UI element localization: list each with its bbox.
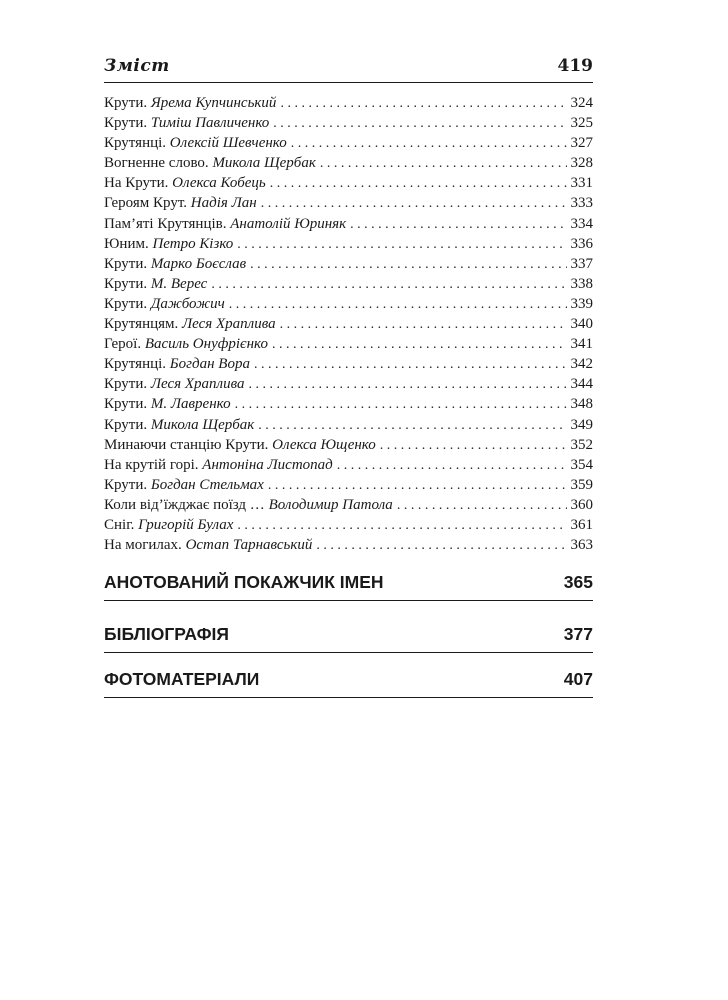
section-title: БІБЛІОГРАФІЯ (104, 624, 229, 644)
dot-leader (397, 498, 567, 514)
toc-entry-title: Крути. (104, 95, 148, 111)
toc-entry-author: Олекса Кобець (172, 175, 266, 192)
toc-entry (104, 216, 593, 236)
dot-leader (380, 438, 567, 454)
toc-entry-title: Юним. (104, 235, 149, 252)
toc-entry-title: Коли від’їжджає поїзд … (104, 496, 265, 513)
section-entry-bibliography (104, 624, 593, 653)
toc-entry-author: Дажбожич (150, 295, 225, 312)
toc-entry-title: Крути. (104, 115, 148, 132)
dot-leader (337, 458, 567, 474)
toc-entry-page: 331 (570, 175, 593, 192)
toc-entry-page: 359 (570, 476, 593, 493)
running-head (104, 56, 593, 83)
dot-leader (291, 136, 567, 152)
toc-entry-page: 339 (570, 295, 593, 312)
section-title: ФОТОМАТЕРІАЛИ (104, 669, 260, 689)
dot-leader (261, 196, 567, 212)
section-page: 407 (563, 669, 593, 689)
toc-entry (104, 537, 593, 557)
toc-entry-author: Леся Храплива (182, 316, 276, 333)
dot-leader (235, 397, 567, 413)
toc-entry-title: Крути. (104, 416, 148, 433)
toc-entry-page: 354 (570, 456, 593, 473)
section-entry-photo-materials (104, 669, 593, 698)
toc-entry-author: Анатолій Юриняк (230, 215, 347, 232)
toc-entry-author: Богдан Стельмах (150, 476, 264, 493)
toc-entry-page: 349 (570, 416, 593, 433)
toc-entry-title: Крути. (104, 376, 148, 393)
section-entry-name-index (104, 572, 593, 601)
toc-entry-page: 340 (570, 316, 593, 333)
toc-entry-author: Богдан Вора (169, 356, 250, 373)
toc-entry-author: Антоніна Листопад (202, 456, 333, 473)
toc-entry (104, 457, 593, 477)
toc-entry (104, 477, 593, 497)
toc-entry-page: 334 (570, 215, 593, 232)
toc-entry-author: Леся Храплива (150, 376, 245, 393)
toc-entry-page: 328 (570, 155, 593, 172)
toc-entry-title: Крути. (104, 255, 148, 272)
toc-entry (104, 155, 593, 175)
toc-entry-page: 342 (570, 356, 593, 373)
toc-entry (104, 135, 593, 155)
toc-entry-page: 348 (570, 396, 593, 413)
toc-entry-title: Герої. (104, 336, 142, 353)
toc-entry-title: Крутянцям. (104, 316, 179, 333)
toc-entry-author: М. Лавренко (150, 396, 231, 413)
toc-entry-title: Крути. (104, 275, 148, 292)
toc-entry-title: Героям Крут. (104, 195, 188, 212)
dot-leader (229, 297, 567, 313)
dot-leader (350, 217, 566, 233)
running-head-title: Зміст (104, 56, 170, 76)
toc-entry-author: Микола Щербак (212, 155, 316, 172)
toc-entry-page: 361 (570, 516, 593, 533)
dot-leader (280, 96, 566, 112)
toc-entry (104, 437, 593, 457)
dot-leader (250, 257, 566, 273)
dot-leader (316, 538, 566, 554)
toc-entry-title: Крутянці. (104, 356, 167, 373)
toc-entry-title: На крутій горі. (104, 456, 199, 473)
dot-leader (272, 337, 567, 353)
toc-entry (104, 256, 593, 276)
section-page: 377 (563, 624, 593, 644)
toc-entry-author: Марко Боєслав (150, 255, 247, 272)
toc-entry (104, 376, 593, 396)
toc-entry (104, 276, 593, 296)
toc-entry-author: Микола Щербак (150, 416, 255, 433)
dot-leader (211, 277, 566, 293)
toc-entry-page: 333 (570, 195, 593, 212)
toc-entry (104, 236, 593, 256)
toc-entry-page: 352 (570, 436, 593, 453)
toc-entry (104, 356, 593, 376)
toc-entry (104, 336, 593, 356)
toc-entry-author: Григорій Булах (138, 516, 234, 533)
dot-leader (249, 377, 567, 393)
toc-entry-page: 324 (570, 95, 593, 111)
dot-leader (237, 237, 566, 253)
toc-entry-page: 363 (570, 537, 593, 554)
toc-entry-title: На могилах. (104, 537, 182, 554)
toc-entry-title: На Крути. (104, 175, 169, 192)
toc-entry-page: 337 (570, 255, 593, 272)
toc-entry-author: Василь Онуфрієнко (144, 336, 268, 353)
toc-entry-page: 325 (570, 115, 593, 132)
dot-leader (320, 156, 567, 172)
toc-entry-page: 338 (570, 275, 593, 292)
toc-entry-title: Крути. (104, 396, 148, 413)
toc-entry-title: Вогненне слово. (104, 155, 209, 172)
toc-entry-author: Ярема Купчинський (150, 95, 277, 111)
toc-page (104, 56, 593, 557)
toc-list (104, 95, 593, 557)
toc-entry-author: Петро Кізко (152, 235, 234, 252)
dot-leader (254, 357, 567, 373)
toc-entry-page: 336 (570, 235, 593, 252)
toc-entry-author: Надія Лан (190, 195, 257, 212)
toc-entry-author: Остап Тарнавський (185, 537, 313, 554)
toc-entry (104, 115, 593, 135)
running-head-page-number: 419 (557, 56, 593, 76)
toc-entry (104, 95, 593, 115)
toc-entry-title: Крутянці. (104, 135, 167, 152)
toc-entry-title: Пам’яті Крутянців. (104, 215, 227, 232)
section-title: АНОТОВАНИЙ ПОКАЖЧИК ІМЕН (104, 572, 384, 592)
toc-entry (104, 195, 593, 215)
section-page: 365 (563, 572, 593, 592)
toc-entry-author: Володимир Патола (268, 496, 393, 513)
toc-entry-page: 360 (570, 496, 593, 513)
dot-leader (258, 418, 566, 434)
toc-entry-title: Минаючи станцію Крути. (104, 436, 269, 453)
toc-entry (104, 517, 593, 537)
dot-leader (273, 116, 566, 132)
toc-entry-page: 344 (570, 376, 593, 393)
toc-entry-title: Крути. (104, 476, 148, 493)
toc-entry-author: Олекса Ющенко (272, 436, 376, 453)
toc-entry-title: Крути. (104, 295, 148, 312)
toc-entry-author: Тиміш Павличенко (150, 115, 270, 132)
toc-entry-author: Олексій Шевченко (169, 135, 287, 152)
toc-entry-title: Сніг. (104, 516, 135, 533)
toc-entry-page: 327 (570, 135, 593, 152)
dot-leader (268, 478, 567, 494)
toc-entry (104, 497, 593, 517)
dot-leader (237, 518, 566, 534)
toc-entry (104, 296, 593, 316)
dot-leader (280, 317, 567, 333)
toc-entry-author: М. Верес (150, 275, 208, 292)
toc-entry (104, 175, 593, 195)
toc-entry (104, 396, 593, 416)
toc-entry (104, 316, 593, 336)
dot-leader (270, 176, 567, 192)
toc-entry-page: 341 (570, 336, 593, 353)
toc-entry (104, 417, 593, 437)
